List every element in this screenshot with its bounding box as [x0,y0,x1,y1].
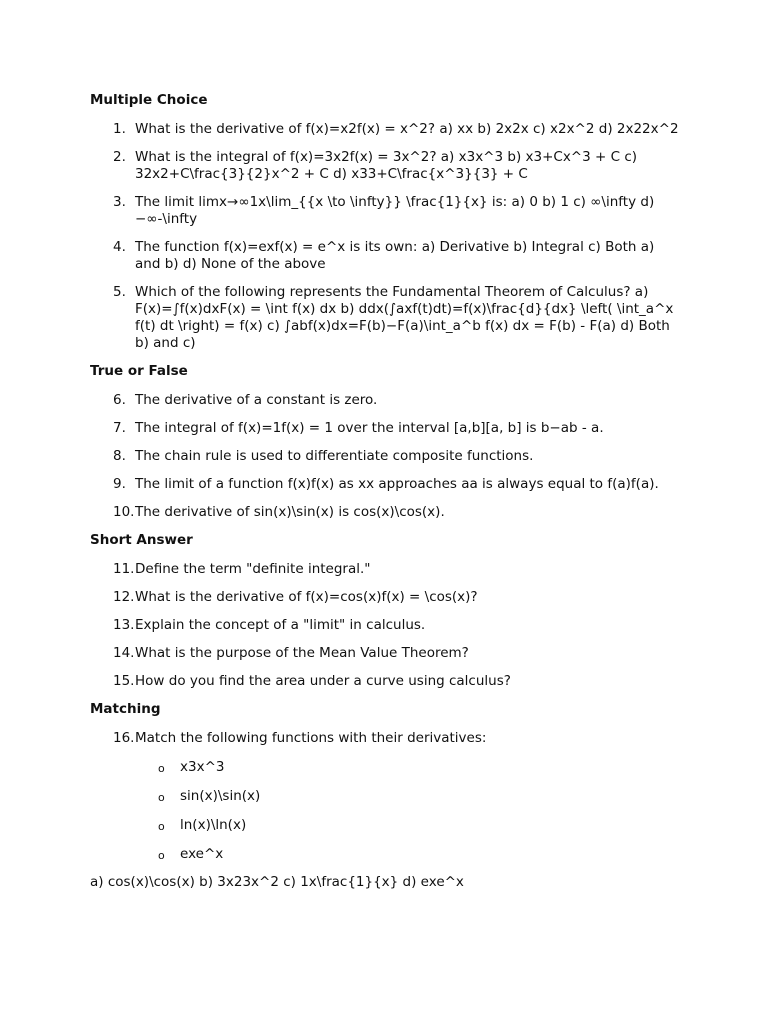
list-item [90,846,680,863]
question-text: The function f(x)=exf(x) = e^x is its own: a) Derivative b) Integral c) Both a) and b) d) None of the above [135,239,655,272]
matching-function: x3x^3 [180,759,225,775]
question-item [90,149,680,183]
section-title-multiple-choice: Multiple Choice [90,92,208,108]
question-number: 7. [113,420,126,436]
document-page [90,92,680,891]
question-text: What is the derivative of f(x)=x2f(x) = x^2? a) xx b) 2x2x c) x2x^2 d) 2x22x^2 [135,121,679,137]
question-text: The limit limx→∞1x\lim_{{x \to \infty}} \frac{1}{x} is: a) 0 b) 1 c) ∞\infty d) −∞-\infty [135,194,655,227]
question-text: Define the term "definite integral." [135,561,371,577]
question-item [90,645,680,662]
question-number: 8. [113,448,126,464]
question-text: The derivative of a constant is zero. [135,392,378,408]
question-item [90,504,680,521]
section-title-matching: Matching [90,701,161,717]
question-number: 12. [113,589,135,605]
question-item [90,476,680,493]
question-item [90,392,680,409]
matching-function: exe^x [180,846,224,862]
question-item [90,589,680,606]
section-title-true-or-false: True or False [90,363,188,379]
matching-function: ln(x)\ln(x) [180,817,247,833]
question-item [90,420,680,437]
question-text: The integral of f(x)=1f(x) = 1 over the interval [a,b][a, b] is b−ab - a. [135,420,604,436]
question-item [90,730,680,747]
question-list [90,121,680,352]
question-number: 15. [113,673,135,689]
question-number: 14. [113,645,135,661]
question-item [90,194,680,228]
question-text: What is the integral of f(x)=3x2f(x) = 3x^2? a) x3x^3 b) x3+Cx^3 + C c) 32x2+C\frac{3}{2}x^2 + C d) x33+C\frac{x^3}{3} + C [135,149,638,182]
bullet-icon: o [158,820,165,833]
question-item [90,121,680,138]
question-list [90,730,680,747]
question-text: How do you find the area under a curve using calculus? [135,673,511,689]
question-number: 1. [113,121,126,137]
question-text: Match the following functions with their derivatives: [135,730,487,746]
question-list [90,561,680,690]
question-text: The chain rule is used to differentiate composite functions. [135,448,534,464]
question-item [90,448,680,465]
question-text: What is the purpose of the Mean Value Theorem? [135,645,469,661]
list-item [90,788,680,805]
question-number: 11. [113,561,135,577]
matching-answers: a) cos(x)\cos(x) b) 3x23x^2 c) 1x\frac{1}{x} d) exe^x [90,874,464,890]
matching-function: sin(x)\sin(x) [180,788,261,804]
question-number: 2. [113,149,126,165]
question-number: 16. [113,730,135,746]
question-item [90,239,680,273]
section-title-short-answer: Short Answer [90,532,193,548]
question-item [90,617,680,634]
question-text: Which of the following represents the Fundamental Theorem of Calculus? a) F(x)=∫f(x)dxF(x) = \int f(x) dx b) ddx(∫axf(t)dt)=f(x)\frac{d}{dx} \left( \int_a^x f(t) dt \right) = f(x) c) ∫abf(x)dx=F(b)−F(a)\int_a^b f(x) dx = F(b) - F(a) d) Both b) and c) [135,284,674,351]
question-item [90,561,680,578]
question-list [90,392,680,521]
question-number: 10. [113,504,135,520]
question-number: 5. [113,284,126,300]
question-number: 13. [113,617,135,633]
matching-function-list [90,759,680,863]
question-text: Explain the concept of a "limit" in calculus. [135,617,426,633]
question-item [90,284,680,352]
bullet-icon: o [158,791,165,804]
question-text: The limit of a function f(x)f(x) as xx approaches aa is always equal to f(a)f(a). [135,476,659,492]
question-number: 6. [113,392,126,408]
list-item [90,759,680,776]
question-item [90,673,680,690]
question-number: 3. [113,194,126,210]
question-number: 9. [113,476,126,492]
question-text: The derivative of sin(x)\sin(x) is cos(x)\cos(x). [135,504,445,520]
question-number: 4. [113,239,126,255]
question-text: What is the derivative of f(x)=cos(x)f(x) = \cos(x)? [135,589,478,605]
bullet-icon: o [158,762,165,775]
list-item [90,817,680,834]
bullet-icon: o [158,849,165,862]
